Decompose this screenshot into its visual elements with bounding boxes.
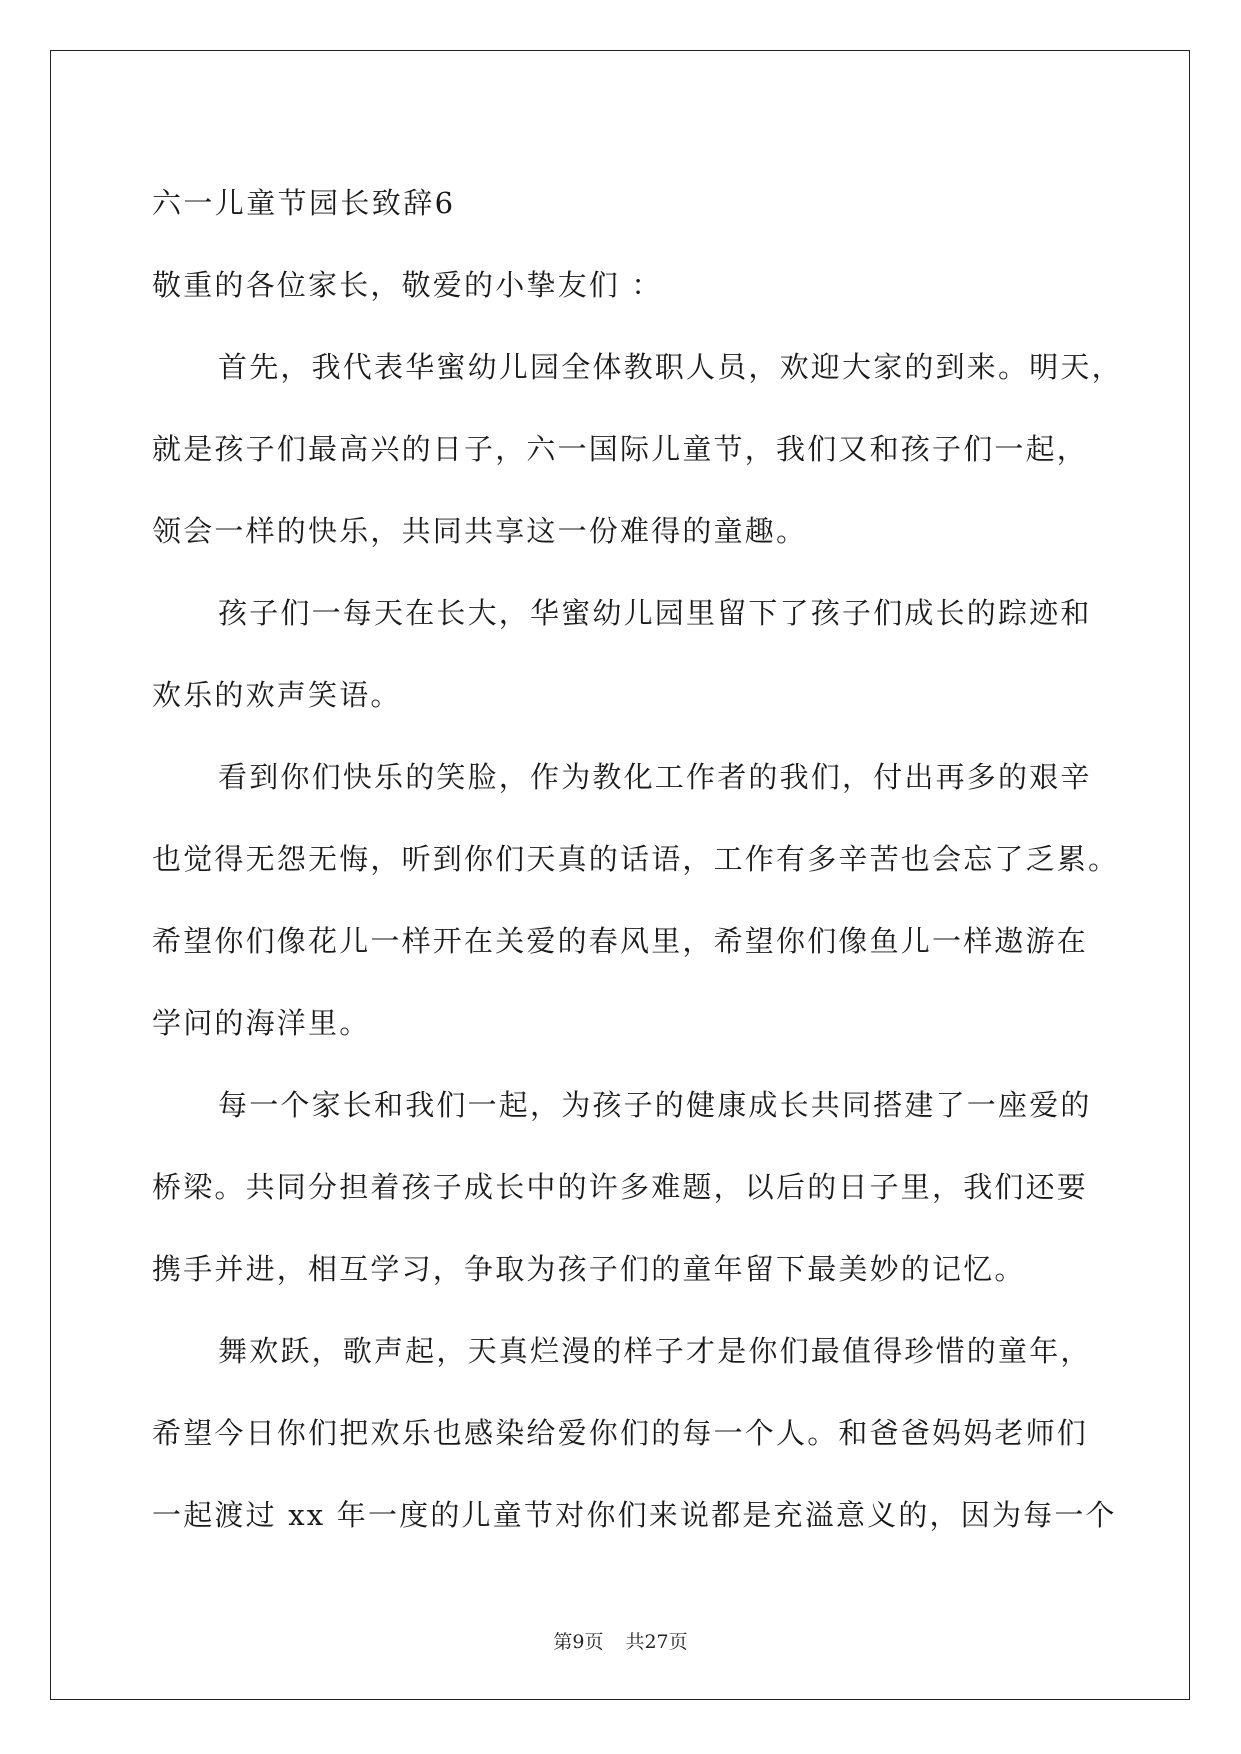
text-line: 孩子们一每天在长大，华蜜幼儿园里留下了孩子们成长的踪迹和 (218, 596, 1092, 630)
text-line: 领会一样的快乐，共同共享这一份难得的童趣。 (152, 514, 808, 548)
document-title: 六一儿童节园长致辞6 (152, 186, 456, 220)
text-line: 希望你们像花儿一样开在关爱的春风里，希望你们像鱼儿一样遨游在 (152, 924, 1089, 958)
text-line: 也觉得无怨无悔，听到你们天真的话语，工作有多辛苦也会忘了乏累。 (152, 842, 1120, 876)
text-line: 欢乐的欢声笑语。 (152, 678, 402, 712)
text-line: 希望今日你们把欢乐也感染给爱你们的每一个人。和爸爸妈妈老师们 (152, 1416, 1089, 1450)
text-line: 敬重的各位家长，敬爱的小挚友们 ： (152, 268, 663, 302)
page-number: 第9页 (553, 1631, 604, 1653)
text-line: 每一个家长和我们一起，为孩子的健康成长共同搭建了一座爱的 (218, 1088, 1092, 1122)
document-paragraphs (152, 244, 1123, 1556)
text-line: 携手并进，相互学习，争取为孩子们的童年留下最美妙的记忆。 (152, 1252, 1026, 1286)
page-footer (0, 1630, 1241, 1654)
text-line: 看到你们快乐的笑脸，作为教化工作者的我们，付出再多的艰辛 (218, 760, 1092, 794)
text-line: 舞欢跃，歌声起，天真烂漫的样子才是你们最值得珍惜的童年， (218, 1334, 1092, 1368)
text-line: 就是孩子们最高兴的日子，六一国际儿童节，我们又和孩子们一起， (152, 432, 1089, 466)
page-total: 共27页 (625, 1631, 688, 1653)
text-line: 首先，我代表华蜜幼儿园全体教职人员，欢迎大家的到来。明天， (218, 350, 1123, 384)
text-line: 一起渡过 xx 年一度的儿童节对你们来说都是充溢意义的，因为每一个 (152, 1498, 1117, 1532)
text-line: 桥梁。共同分担着孩子成长中的许多难题，以后的日子里，我们还要 (152, 1170, 1089, 1204)
document-body (152, 162, 1123, 1556)
text-line: 学问的海洋里。 (152, 1006, 371, 1040)
